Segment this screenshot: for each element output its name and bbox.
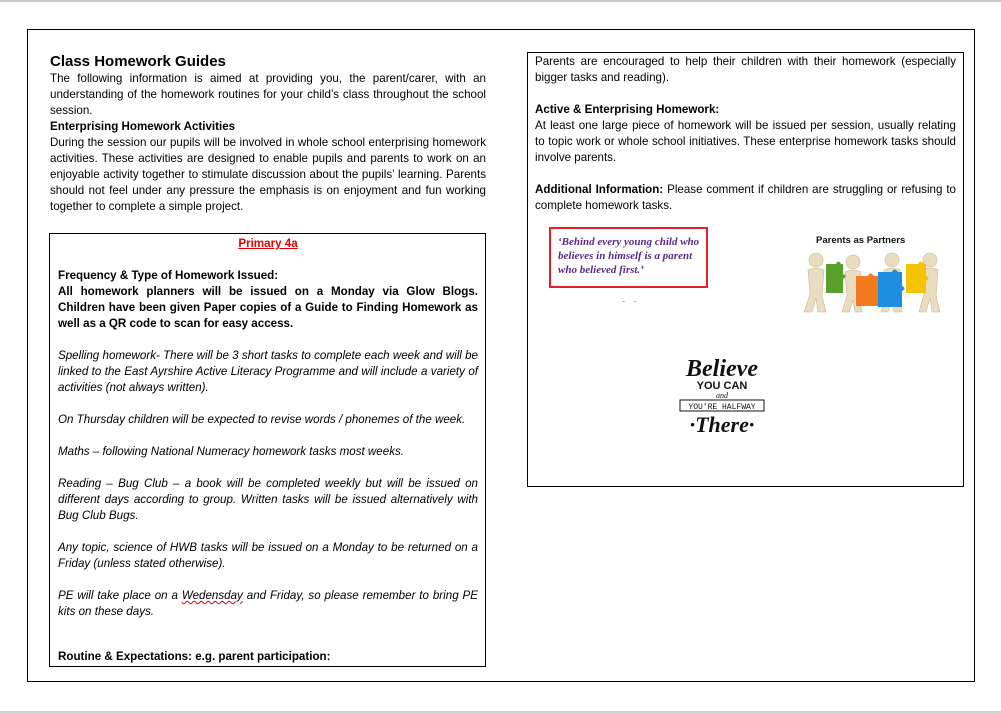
quote-text: ‘Behind every young child who believes in himself is a parent who believed first.’ — [558, 236, 700, 276]
intro-paragraph: The following information is aimed at providing you, the parent/carer, with an understanding of the homework routines for your child’s class throughout the school session. — [50, 72, 486, 117]
orange-puzzle-piece — [856, 274, 881, 307]
believe-you-can-image — [672, 352, 772, 442]
and-text: and — [716, 391, 728, 400]
document-title: Class Homework Guides — [50, 53, 226, 70]
top-divider — [0, 0, 1001, 2]
routine-heading: Routine & Expectations: e.g. parent participation: — [58, 650, 331, 663]
there-word: ·There· — [689, 412, 755, 437]
class-info-box — [49, 233, 486, 667]
yellow-puzzle-piece — [906, 262, 929, 294]
believe-word: Believe — [686, 356, 758, 382]
additional-label: Additional Information: — [535, 183, 664, 196]
active-heading: Active & Enterprising Homework: — [535, 103, 720, 116]
frequency-heading: Frequency & Type of Homework Issued: — [58, 269, 279, 282]
additional-paragraph — [535, 182, 956, 214]
parents-as-partners-image — [798, 234, 948, 316]
thursday-paragraph: On Thursday children will be expected to revise words / phonemes of the week. — [58, 413, 466, 426]
halfway-text: YOU'RE HALFWAY — [688, 403, 756, 412]
reading-paragraph: Reading – Bug Club – a book will be completed weekly but will be issued on different days according to group. Written tasks will be issued alternatively with Bug Club Bugs. — [58, 477, 478, 522]
frequency-paragraph: All homework planners will be issued on a Monday via Glow Blogs. Children have been given Paper copies of a Guide to Finding Homework as well as a QR code to scan for easy access. — [58, 285, 478, 330]
intro-section — [50, 53, 486, 215]
pe-text-start: PE will take place on a — [58, 589, 182, 602]
pe-text-end: and Friday, so please remember to bring PE kits on these days. — [58, 589, 478, 618]
spelling-error-word[interactable]: Wedensday — [181, 589, 243, 602]
parents-paragraph: Parents are encouraged to help their children with their homework (especially bigger tasks and reading). — [535, 55, 956, 84]
partners-title: Parents as Partners — [816, 235, 906, 246]
additional-text: Please comment if children are struggling or refusing to complete homework tasks. — [535, 183, 956, 212]
pe-paragraph — [58, 588, 478, 620]
stray-dots: - - — [622, 296, 640, 306]
topic-paragraph: Any topic, science of HWB tasks will be issued on a Monday to be returned on a Friday (unless stated otherwise). — [58, 541, 478, 570]
class-name: Primary 4a — [238, 237, 298, 250]
quote-image — [549, 227, 708, 288]
puzzle-figures-illustration — [798, 248, 948, 316]
blue-puzzle-piece — [878, 270, 905, 308]
spelling-paragraph: Spelling homework- There will be 3 short tasks to complete each week and will be linked to the East Ayrshire Active Literacy Programme and will include a variety of activities (not always written). — [58, 349, 478, 394]
active-paragraph: At least one large piece of homework will be issued per session, usually relating to topic work or whole school initiatives. These enterprise homework tasks should involve parents. — [535, 119, 956, 164]
enterprising-heading: Enterprising Homework Activities — [50, 120, 236, 133]
enterprising-paragraph: During the session our pupils will be involved in whole school enterprising homework activities. These activities are designed to enable pupils and parents to work on an enjoyable activity together to stimulate discussion about the pupils’ learning. Parents should not feel under any pressure the emphasis is on enjoyment and fun working together to complete a simple project. — [50, 136, 486, 213]
maths-paragraph: Maths – following National Numeracy homework tasks most weeks. — [58, 445, 405, 458]
green-puzzle-piece — [826, 262, 846, 294]
you-can-text: YOU CAN — [696, 380, 748, 392]
